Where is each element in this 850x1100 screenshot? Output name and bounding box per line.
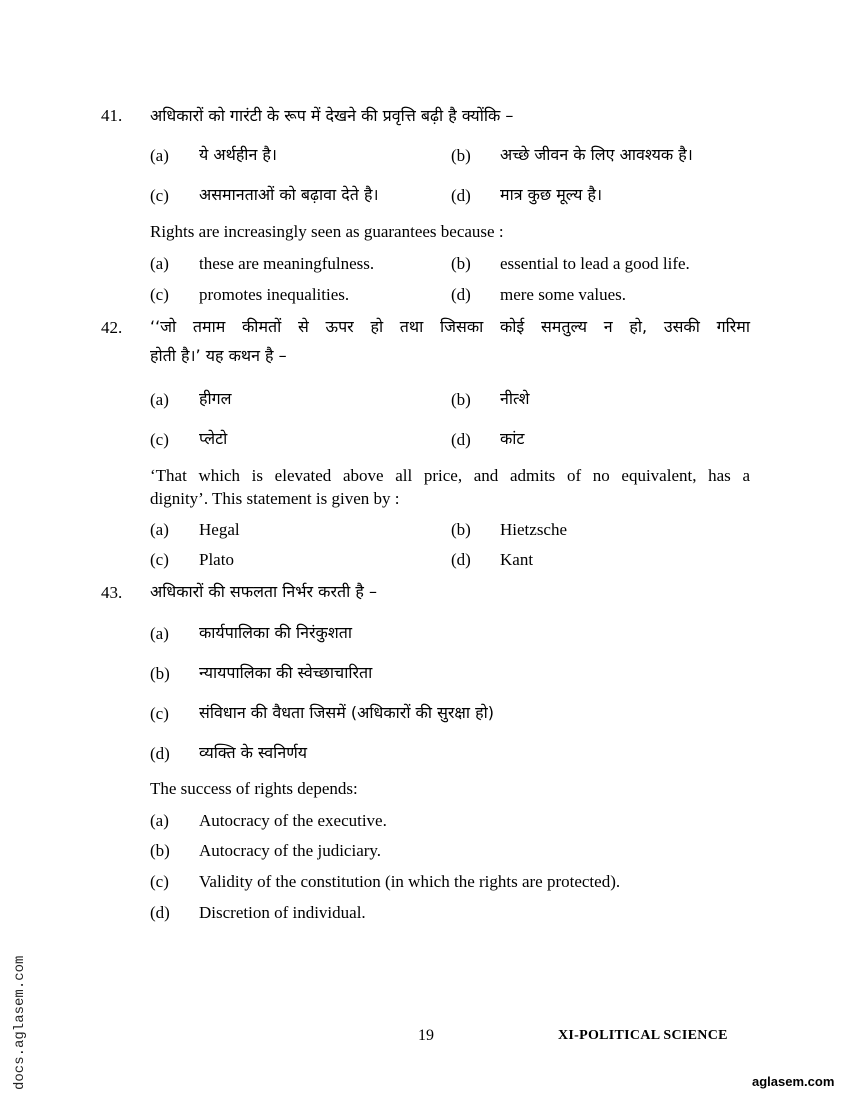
option-text-hindi: संविधान की वैधता जिसमें (अधिकारों की सुरक्षा हो) — [199, 703, 495, 722]
subject-title: XI-POLITICAL SCIENCE — [558, 1028, 728, 1043]
option-text-english: Validity of the constitution (in which the rights are protected). — [199, 872, 621, 891]
option-text-hindi: न्यायपालिका की स्वेच्छाचारिता — [199, 663, 373, 682]
option-text-english: Kant — [500, 550, 534, 569]
option-label: (c) — [150, 186, 169, 205]
option-text-hindi: अच्छे जीवन के लिए आवश्यक है। — [500, 145, 693, 164]
question-text-english: dignity’. This statement is given by : — [150, 489, 400, 508]
option-text-hindi: मात्र कुछ मूल्य है। — [500, 185, 603, 204]
option-text-hindi: प्लेटो — [199, 429, 228, 448]
option-text-hindi: व्यक्ति के स्वनिर्णय — [199, 743, 308, 762]
question-number: 42. — [101, 318, 123, 337]
question-text-hindi: अधिकारों को गारंटी के रूप में देखने की प्रवृत्ति बढ़ी है क्योंकि – — [150, 106, 514, 125]
option-text-hindi: हीगल — [199, 389, 232, 408]
question-number: 43. — [101, 583, 123, 602]
option-label: (d) — [150, 903, 170, 922]
option-label: (c) — [150, 550, 169, 569]
option-text-hindi: असमानताओं को बढ़ावा देते है। — [199, 185, 379, 204]
option-label: (a) — [150, 624, 169, 643]
option-text-english: essential to lead a good life. — [500, 254, 690, 273]
option-label: (d) — [150, 744, 170, 763]
option-label: (d) — [451, 430, 471, 449]
option-text-english: Autocracy of the executive. — [199, 811, 387, 830]
option-text-hindi: नीत्शे — [500, 389, 530, 408]
option-text-english: Hegal — [199, 520, 240, 539]
option-text-hindi: ये अर्थहीन है। — [199, 145, 277, 164]
question-text-english: ‘That which is elevated above all price, and admits of no equivalent, has a — [150, 466, 750, 485]
option-label: (c) — [150, 704, 169, 723]
question-text-hindi: अधिकारों की सफलता निर्भर करती है – — [150, 582, 377, 601]
option-text-english: promotes inequalities. — [199, 285, 350, 304]
option-label: (b) — [451, 390, 471, 409]
option-label: (d) — [451, 550, 471, 569]
page-number: 19 — [418, 1027, 434, 1044]
question-text-hindi: होती है।’ यह कथन है – — [150, 346, 287, 365]
option-text-hindi: कार्यपालिका की निरंकुशता — [199, 623, 352, 642]
side-watermark: docs.aglasem.com — [12, 955, 28, 1090]
option-label: (c) — [150, 430, 169, 449]
option-label: (a) — [150, 254, 169, 273]
option-text-english: Hietzsche — [500, 520, 568, 539]
option-label: (c) — [150, 285, 169, 304]
option-label: (b) — [150, 841, 170, 860]
option-label: (a) — [150, 390, 169, 409]
option-label: (d) — [451, 186, 471, 205]
question-number: 41. — [101, 106, 123, 125]
option-label: (c) — [150, 872, 169, 891]
option-label: (a) — [150, 520, 169, 539]
option-text-english: Plato — [199, 550, 234, 569]
option-text-english: mere some values. — [500, 285, 627, 304]
question-text-english: Rights are increasingly seen as guarantees because : — [150, 222, 504, 241]
question-text-english: The success of rights depends: — [150, 779, 358, 798]
brand-watermark: aglasem.com — [752, 1074, 835, 1089]
option-label: (b) — [150, 664, 170, 683]
option-text-english: Autocracy of the judiciary. — [199, 841, 382, 860]
option-text-english: these are meaningfulness. — [199, 254, 375, 273]
question-text-hindi: ‘‘जो तमाम कीमतों से ऊपर हो तथा जिसका कोई समतुल्य न हो, उसकी गरिमा — [150, 317, 750, 336]
option-label: (a) — [150, 811, 169, 830]
option-text-english: Discretion of individual. — [199, 903, 366, 922]
option-label: (b) — [451, 146, 471, 165]
option-label: (d) — [451, 285, 471, 304]
option-label: (a) — [150, 146, 169, 165]
option-label: (b) — [451, 520, 471, 539]
option-label: (b) — [451, 254, 471, 273]
option-text-hindi: कांट — [500, 429, 525, 448]
